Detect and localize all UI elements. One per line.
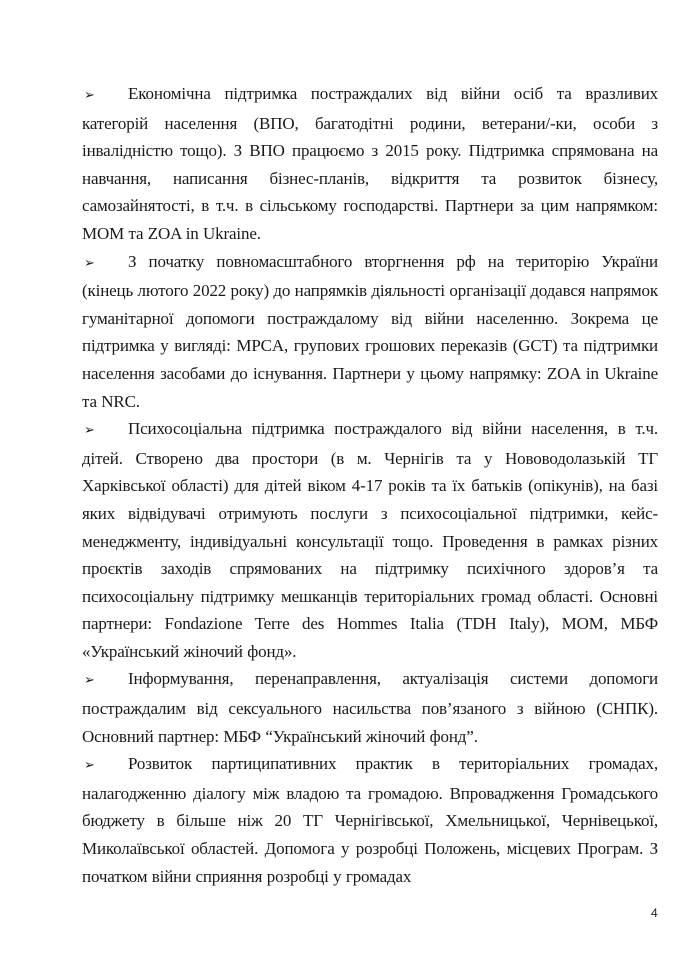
bullet-paragraph-crsv-support	[82, 665, 658, 750]
page-number: 4	[651, 906, 658, 920]
paragraph-text: Розвиток партиципативних практик в територіальних громадах, налагодженню діалогу між владою та громадою. Впровадження Громадського бюджету в більше ніж 20 ТГ Чернігівської, Хмельницької, Чернівецької, Миколаївської областей. Допомога у розробці Положень, місцевих Програм. З початком війни сприяння розробці у громадах	[82, 754, 658, 886]
bullet-paragraph-economic-support	[82, 80, 658, 248]
bullet-paragraph-participatory-practices	[82, 750, 658, 890]
paragraph-text: Економічна підтримка постраждалих від війни осіб та вразливих категорій населення (ВПО, багатодітні родини, ветерани/-ки, особи з інвалідністю тощо). З ВПО працюємо з 2015 року. Підтримка спрямована на навчання, написання бізнес-планів, відкриття та розвиток бізнесу, самозайнятості, в т.ч. в сільському господарстві. Партнери за цим напрямком: МОМ та ZOA in Ukraine.	[82, 84, 658, 243]
paragraph-text: З початку повномасштабного вторгнення рф на територію України (кінець лютого 2022 року) до напрямків діяльності організації додався напрямок гуманітарної допомоги постраждалому від війни населенню. Зокрема це підтримка у вигляді: MPCA, групових грошових переказів (GCT) та підтримки населення засобами до існування. Партнери у цьому напрямку: ZOA in Ukraine та NRC.	[82, 251, 658, 411]
arrow-bullet-icon: ➢	[84, 255, 95, 271]
arrow-bullet-icon: ➢	[84, 673, 95, 689]
arrow-bullet-icon: ➢	[84, 423, 95, 439]
paragraph-text: Інформування, перенаправлення, актуалізація системи допомоги постраждалим від сексуального насильства пов’язаного з війною (СНПК). Основний партнер: МБФ “Український жіночий фонд”.	[82, 669, 658, 746]
bullet-paragraph-humanitarian-aid	[82, 248, 658, 416]
document-body	[82, 80, 658, 890]
bullet-paragraph-psychosocial-support	[82, 415, 658, 665]
arrow-bullet-icon: ➢	[84, 88, 95, 103]
paragraph-text: Психосоціальна підтримка постраждалого від війни населення, в т.ч. дітей. Створено два простори (в м. Чернігів та у Нововодолазькій ТГ Харківської області) для дітей віком 4-17 років та їх батьків (опікунів), на базі яких відвідувачі отримують послуги з психосоціальної підтримки, кейс-менеджменту, індивідуальні консультації тощо. Проведення в рамках різних проєктів заходів спрямованих на підтримку психічного здоров’я та психосоціальну підтримку мешканців територіальних громад області. Основні партнери: Fondazione Terre des Hommes Italia (TDH Italy), МОМ, МБФ «Український жіночий фонд».	[82, 419, 658, 661]
arrow-bullet-icon: ➢	[84, 758, 95, 774]
